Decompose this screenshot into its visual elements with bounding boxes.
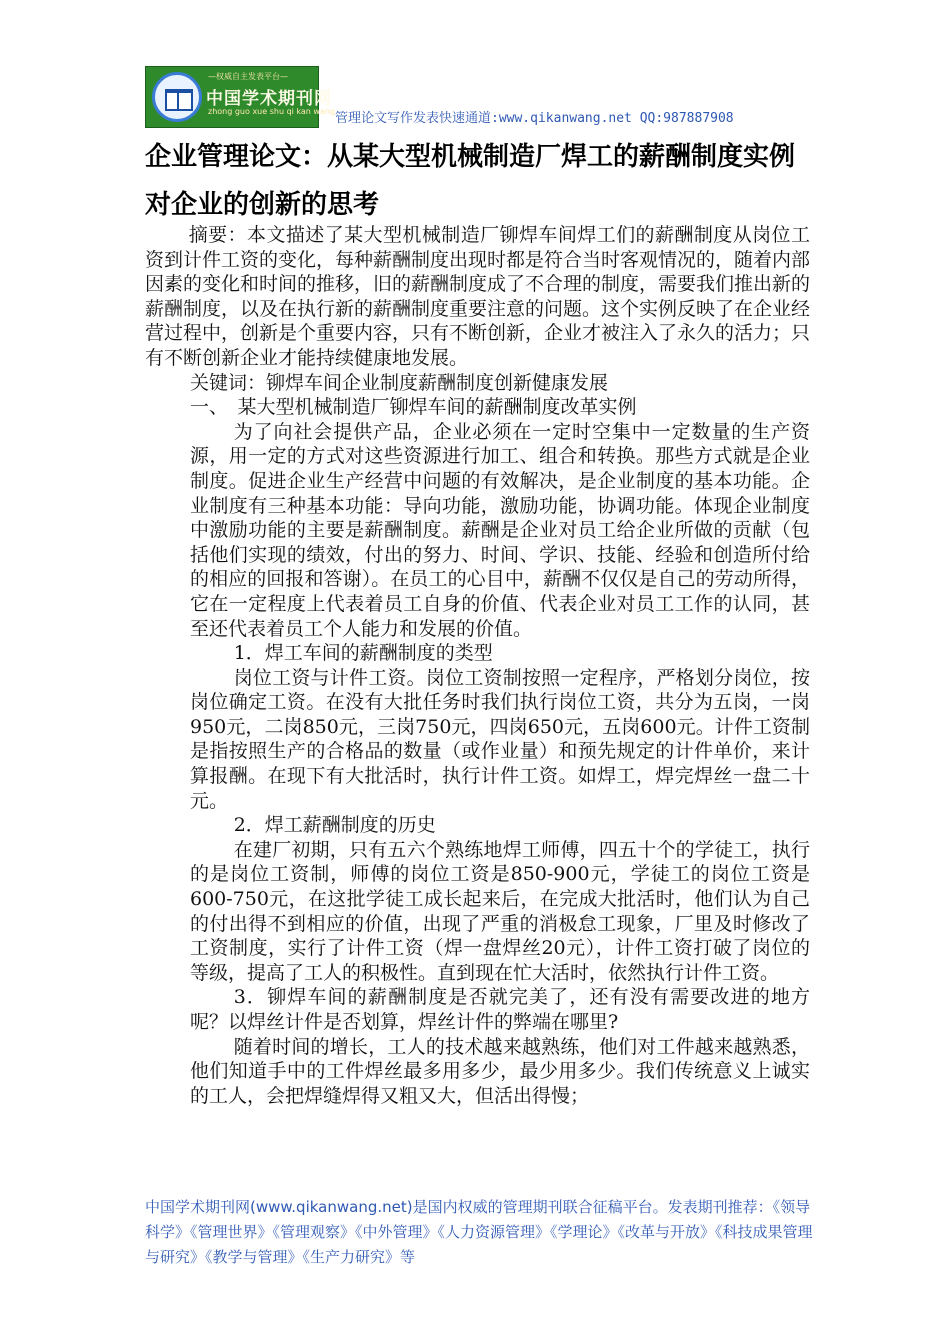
subheading-2: 2．焊工薪酬制度的历史 bbox=[233, 814, 436, 837]
section-heading-1: 一、 某大型机械制造厂铆焊车间的薪酬制度改革实例 bbox=[190, 396, 637, 419]
subheading-3: 3．铆焊车间的薪酬制度是否就完美了，还有没有需要改进的地方呢？以焊丝计件是否划算，焊丝计件的弊端在哪里? bbox=[190, 986, 810, 1033]
keywords-line: 关键词：铆焊车间企业制度薪酬制度创新健康发展 bbox=[190, 371, 609, 394]
logo-tagline: —权威自主发表平台— bbox=[208, 72, 288, 81]
logo-name: 中国学术期刊网 bbox=[206, 89, 332, 109]
body-paragraph: 随着时间的增长，工人的技术越来越熟练，他们对工件越来越熟悉，他们知道手中的工件焊丝最多用多少，最少用多少。我们传统意义上诚实的工人，会把焊缝焊得又粗又大，但活出得慢； bbox=[190, 1035, 810, 1107]
footer-promo-text: 中国学术期刊网(www.qikanwang.net)是国内权威的管理期刊联合征稿平台。发表期刊推荐：《领导科学》《管理世界》《管理观察》《中外管理》《人力资源管理》《学理论》《改革与开放》《科技成果管理与研究》《教学与管理》《生产力研究》等 bbox=[145, 1198, 813, 1266]
logo-pinyin: zhong guo xue shu qi kan wang bbox=[208, 107, 336, 116]
article-body bbox=[145, 223, 811, 1108]
body-paragraph: 岗位工资与计件工资。岗位工资制按照一定程序，严格划分岗位，按岗位确定工资。在没有大批任务时我们执行岗位工资，共分为五岗，一岗950元，二岗850元，三岗750元，四岗650元，五岗600元。计件工资制是指按照生产的合格品的数量（或作业量）和预先规定的计件单价，来计算报酬。在现下有大批活时，执行计件工资。如焊工，焊完焊丝一盘二十元。 bbox=[190, 666, 810, 812]
subheading-1: 1．焊工车间的薪酬制度的类型 bbox=[233, 642, 493, 665]
page-footer bbox=[145, 1195, 815, 1270]
page-header bbox=[145, 66, 805, 128]
abstract-paragraph: 摘要：本文描述了某大型机械制造厂铆焊车间焊工们的薪酬制度从岗位工资到计件工资的变化，每种薪酬制度出现时都是符合当时客观情况的，随着内部因素的变化和时间的推移，旧的薪酬制度成了不合理的制度，需要我们推出新的薪酬制度，以及在执行新的薪酬制度重要注意的问题。这个实例反映了在企业经营过程中，创新是个重要内容，只有不断创新，企业才被注入了永久的活力；只有不断创新企业才能持续健康地发展。 bbox=[145, 224, 811, 369]
site-logo[interactable] bbox=[145, 66, 336, 128]
body-paragraph: 在建厂初期，只有五六个熟练地焊工师傅，四五十个的学徒工，执行的是岗位工资制，师傅的岗位工资是850-900元，学徒工的岗位工资是600-750元，在这批学徒工成长起来后，在完成大批活时，他们认为自己的付出得不到相应的价值，出现了严重的消极怠工现象，厂里及时修改了工资制度，实行了计件工资（焊一盘焊丝20元），计件工资打破了岗位的等级，提高了工人的积极性。直到现在忙大活时，依然执行计件工资。 bbox=[190, 838, 810, 984]
book-emblem-icon bbox=[152, 72, 202, 122]
contact-line: 管理论文写作发表快速通道:www.qikanwang.net QQ:987887908 bbox=[335, 111, 734, 126]
page-title: 企业管理论文：从某大型机械制造厂焊工的薪酬制度实例对企业的创新的思考 bbox=[145, 142, 796, 220]
body-paragraph: 为了向社会提供产品，企业必须在一定时空集中一定数量的生产资源，用一定的方式对这些资源进行加工、组合和转换。那些方式就是企业制度。促进企业生产经营中问题的有效解决，是企业制度的基本功能。企业制度有三种基本功能：导向功能，激励功能，协调功能。体现企业制度中激励功能的主要是薪酬制度。薪酬是企业对员工给企业所做的贡献（包括他们实现的绩效，付出的努力、时间、学识、技能、经验和创造所付给的相应的回报和答谢）。在员工的心目中，薪酬不仅仅是自己的劳动所得，它在一定程度上代表着员工自身的价值、代表企业对员工工作的认同，甚至还代表着员工个人能力和发展的价值。 bbox=[190, 420, 810, 640]
